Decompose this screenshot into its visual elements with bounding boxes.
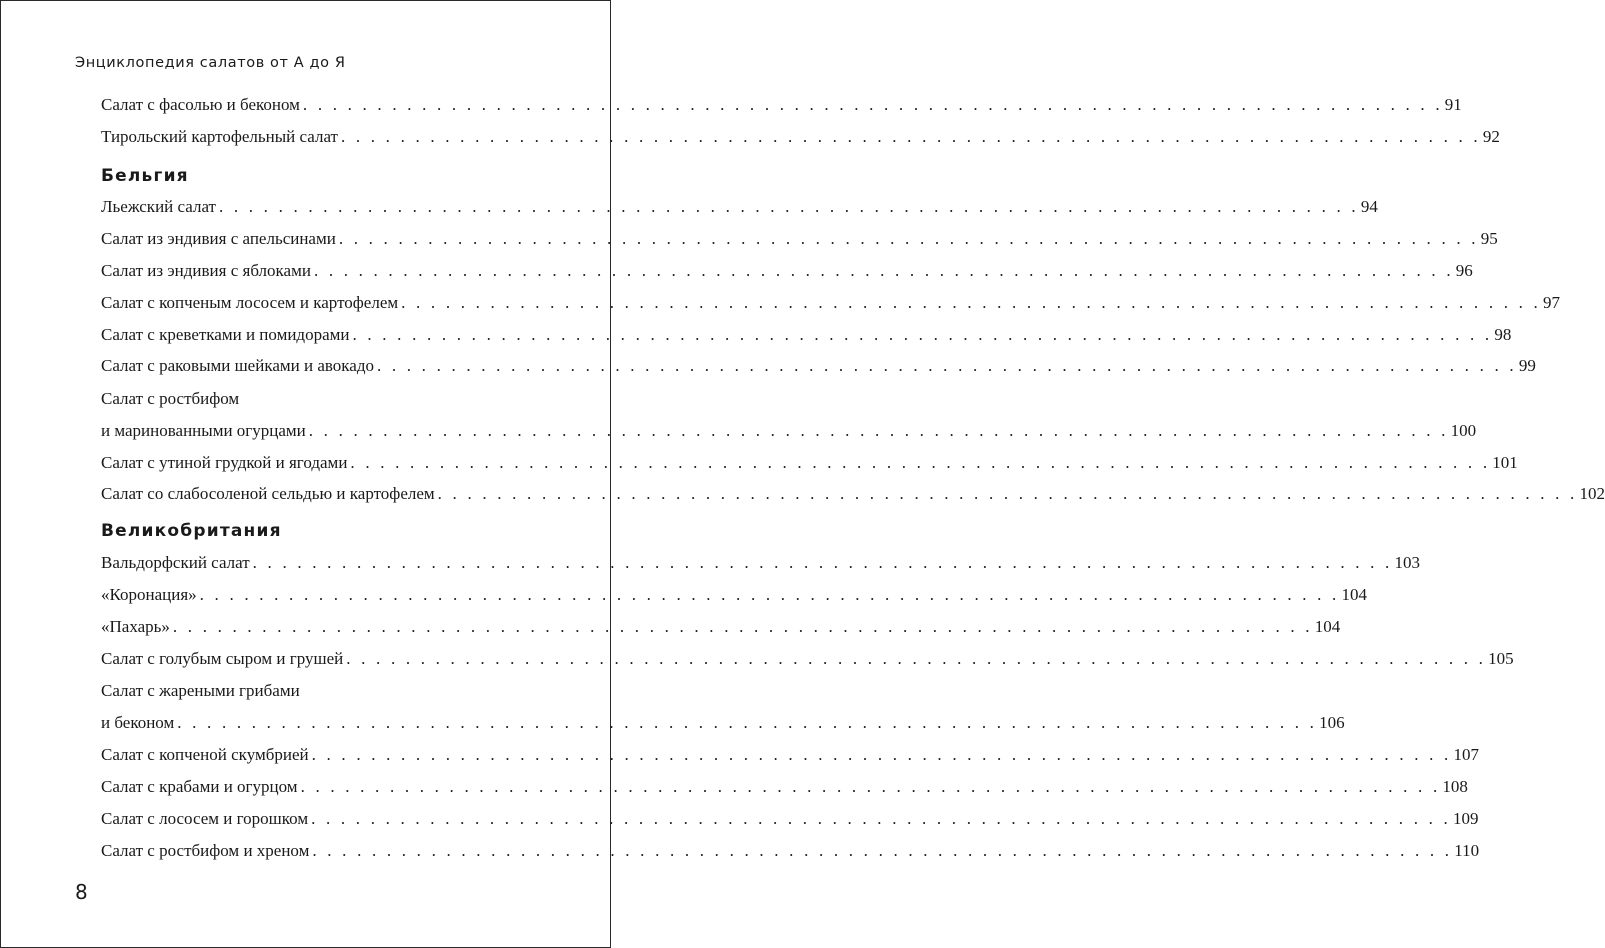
- toc-entry: [101, 261, 1473, 281]
- entry-page: 98: [1494, 325, 1512, 344]
- toc-entry: [101, 325, 1512, 345]
- entry-page: 110: [1454, 841, 1480, 860]
- entry-title: Салат с утиной грудкой и ягодами: [101, 453, 348, 472]
- dot-leader: . . . . . . . . . . . . . . . . . . . . . . . . . . . . . . . . . . . . . . . . . . . . . . . . . . . . . . . . . . . . . . . . . . . . . . . . . . . . .: [401, 293, 1541, 312]
- running-head: Энциклопедия салатов от А до Я: [75, 55, 346, 71]
- dot-leader: . . . . . . . . . . . . . . . . . . . . . . . . . . . . . . . . . . . . . . . . . . . . . . . . . . . . . . . . . . . . . . . . . . . . . . . . . . . . .: [352, 325, 1493, 344]
- section-heading: Бельгия: [101, 166, 189, 186]
- toc-entry: [101, 585, 1368, 605]
- toc-entry: [101, 617, 1341, 637]
- dot-leader: . . . . . . . . . . . . . . . . . . . . . . . . . . . . . . . . . . . . . . . . . . . . . . . . . . . . . . . . . . . . . . . . . . . . . . . . . . . . .: [437, 484, 1578, 503]
- entry-page: 107: [1453, 745, 1479, 764]
- toc-entry-line1: [101, 389, 560, 409]
- entry-page: 101: [1492, 453, 1518, 472]
- entry-page: 109: [1452, 809, 1479, 828]
- toc-entry: [101, 421, 1477, 441]
- toc-entry-line1: [101, 681, 560, 701]
- entry-title: Салат с лососем и горошком: [101, 809, 309, 828]
- dot-leader: . . . . . . . . . . . . . . . . . . . . . . . . . . . . . . . . . . . . . . . . . . . . . . . . . . . . . . . . . . . . . . . . . . . . . . . . . . . . .: [311, 809, 1451, 828]
- entry-title: Салат из эндивия с яблоками: [101, 261, 311, 280]
- toc-entry: [101, 745, 1479, 765]
- toc-entry: [101, 484, 1605, 504]
- section-heading: Великобритания: [101, 521, 282, 541]
- entry-title: Салат с жареными грибами: [101, 681, 300, 700]
- entry-page: 97: [1542, 293, 1560, 312]
- entry-title: Салат с крабами и огурцом: [101, 777, 298, 796]
- dot-leader: . . . . . . . . . . . . . . . . . . . . . . . . . . . . . . . . . . . . . . . . . . . . . . . . . . . . . . . . . . . . . . . . . . . . . . . . . . . . .: [340, 127, 1481, 146]
- page-number: 8: [75, 880, 88, 904]
- entry-page: 100: [1450, 421, 1477, 440]
- entry-title: Салат с копченым лососем и картофелем: [101, 293, 399, 312]
- entry-page: 96: [1455, 261, 1473, 280]
- dot-leader: . . . . . . . . . . . . . . . . . . . . . . . . . . . . . . . . . . . . . . . . . . . . . . . . . . . . . . . . . . . . . . . . . . . . . . . . . . . . .: [302, 95, 1443, 114]
- dot-leader: . . . . . . . . . . . . . . . . . . . . . . . . . . . . . . . . . . . . . . . . . . . . . . . . . . . . . . . . . . . . . . . . . . . . . . . . . . . . .: [376, 356, 1517, 375]
- dot-leader: . . . . . . . . . . . . . . . . . . . . . . . . . . . . . . . . . . . . . . . . . . . . . . . . . . . . . . . . . . . . . . . . . . . . . . . . . . . . .: [177, 713, 1318, 732]
- dot-leader: . . . . . . . . . . . . . . . . . . . . . . . . . . . . . . . . . . . . . . . . . . . . . . . . . . . . . . . . . . . . . . . . . . . . . . . . . . . . .: [312, 841, 1453, 860]
- entry-title: Тирольский картофельный салат: [101, 127, 338, 146]
- toc-entry: [101, 841, 1480, 861]
- toc-entry: [101, 453, 1518, 473]
- entry-page: 102: [1579, 484, 1605, 503]
- toc-entry: [101, 777, 1468, 797]
- entry-title: «Коронация»: [101, 585, 197, 604]
- dot-leader: . . . . . . . . . . . . . . . . . . . . . . . . . . . . . . . . . . . . . . . . . . . . . . . . . . . . . . . . . . . . . . . . . . . . . . . . . . . . .: [252, 553, 1393, 572]
- entry-page: 95: [1480, 229, 1498, 248]
- dot-leader: . . . . . . . . . . . . . . . . . . . . . . . . . . . . . . . . . . . . . . . . . . . . . . . . . . . . . . . . . . . . . . . . . . . . . . . . . . . . .: [199, 585, 1340, 604]
- dot-leader: . . . . . . . . . . . . . . . . . . . . . . . . . . . . . . . . . . . . . . . . . . . . . . . . . . . . . . . . . . . . . . . . . . . . . . . . . . . . .: [300, 777, 1441, 796]
- dot-leader: . . . . . . . . . . . . . . . . . . . . . . . . . . . . . . . . . . . . . . . . . . . . . . . . . . . . . . . . . . . . . . . . . . . . . . . . . . . . .: [338, 229, 1479, 248]
- entry-page: 106: [1319, 713, 1345, 732]
- entry-title: Льежский салат: [101, 197, 216, 216]
- entry-title: Салат с копченой скумбрией: [101, 745, 309, 764]
- entry-title: Салат с ростбифом: [101, 389, 240, 408]
- entry-page: 105: [1488, 649, 1514, 668]
- toc-entry: [101, 95, 1462, 115]
- entry-title: Салат со слабосоленой сельдью и картофелем: [101, 484, 435, 503]
- toc-entry: [101, 713, 1345, 733]
- entry-page: 99: [1518, 356, 1536, 375]
- toc-entry: [101, 809, 1479, 829]
- entry-page: 104: [1341, 585, 1368, 604]
- toc-entry: [101, 553, 1421, 573]
- entry-title: Салат с ростбифом и хреном: [101, 841, 310, 860]
- entry-page: 94: [1360, 197, 1378, 216]
- entry-title: Салат из эндивия с апельсинами: [101, 229, 336, 248]
- entry-page: 104: [1314, 617, 1341, 636]
- entry-title: и маринованными огурцами: [101, 421, 306, 440]
- dot-leader: . . . . . . . . . . . . . . . . . . . . . . . . . . . . . . . . . . . . . . . . . . . . . . . . . . . . . . . . . . . . . . . . . . . . . . . . . . . . .: [172, 617, 1313, 636]
- toc-entry: [101, 127, 1500, 147]
- entry-page: 92: [1482, 127, 1500, 146]
- dot-leader: . . . . . . . . . . . . . . . . . . . . . . . . . . . . . . . . . . . . . . . . . . . . . . . . . . . . . . . . . . . . . . . . . . . . . . . . . . . . .: [350, 453, 1491, 472]
- entry-title: Вальдорфский салат: [101, 553, 250, 572]
- toc-entry: [101, 649, 1514, 669]
- dot-leader: . . . . . . . . . . . . . . . . . . . . . . . . . . . . . . . . . . . . . . . . . . . . . . . . . . . . . . . . . . . . . . . . . . . . . . . . . . . . .: [308, 421, 1449, 440]
- entry-page: 108: [1442, 777, 1468, 796]
- entry-title: «Пахарь»: [101, 617, 170, 636]
- entry-page: 91: [1444, 95, 1462, 114]
- entry-title: Салат с раковыми шейками и авокадо: [101, 356, 374, 375]
- toc-entry: [101, 197, 1378, 217]
- toc-entry: [101, 229, 1498, 249]
- dot-leader: . . . . . . . . . . . . . . . . . . . . . . . . . . . . . . . . . . . . . . . . . . . . . . . . . . . . . . . . . . . . . . . . . . . . . . . . . . . . .: [218, 197, 1359, 216]
- dot-leader: . . . . . . . . . . . . . . . . . . . . . . . . . . . . . . . . . . . . . . . . . . . . . . . . . . . . . . . . . . . . . . . . . . . . . . . . . . . . .: [313, 261, 1454, 280]
- entry-title: Салат с фасолью и беконом: [101, 95, 300, 114]
- entry-title: и беконом: [101, 713, 175, 732]
- dot-leader: . . . . . . . . . . . . . . . . . . . . . . . . . . . . . . . . . . . . . . . . . . . . . . . . . . . . . . . . . . . . . . . . . . . . . . . . . . . . .: [311, 745, 1452, 764]
- dot-leader: . . . . . . . . . . . . . . . . . . . . . . . . . . . . . . . . . . . . . . . . . . . . . . . . . . . . . . . . . . . . . . . . . . . . . . . . . . . . .: [346, 649, 1487, 668]
- toc-entry: [101, 293, 1560, 313]
- entry-title: Салат с голубым сыром и грушей: [101, 649, 344, 668]
- toc-entry: [101, 356, 1536, 376]
- entry-title: Салат с креветками и помидорами: [101, 325, 350, 344]
- entry-page: 103: [1394, 553, 1421, 572]
